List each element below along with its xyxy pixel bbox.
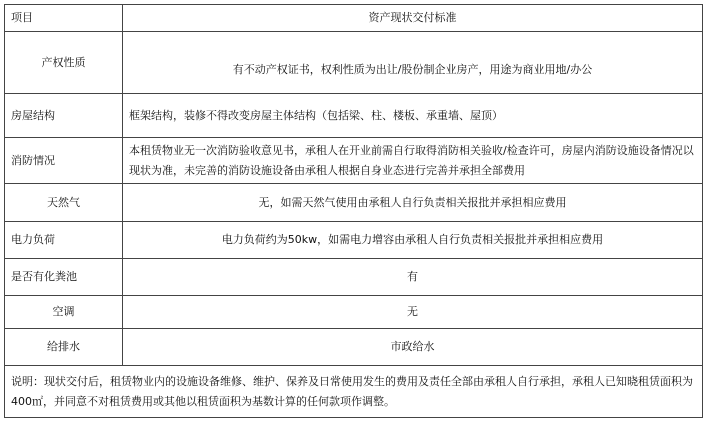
table-note-row	[5, 366, 703, 418]
row-septic-item: 是否有化粪池	[5, 259, 123, 296]
row-ac-item: 空调	[5, 296, 123, 329]
row-fire-standard: 本租赁物业无一次消防验收意见书，承租人在开业前需自行取得消防相关验收/检查许可，房屋内消防设施设备情况以现状为准，未完善的消防设施设备由承租人根据自身业态进行完善并承担全部费用	[123, 138, 703, 184]
table-row	[5, 32, 703, 94]
table-row	[5, 259, 703, 296]
header-item-cell: 项目	[5, 5, 123, 32]
row-structure-standard: 框架结构，装修不得改变房屋主体结构（包括梁、柱、楼板、承重墙、屋顶）	[123, 94, 703, 138]
table-row	[5, 94, 703, 138]
table-header-row	[5, 5, 703, 32]
row-ac-standard: 无	[123, 296, 703, 329]
asset-delivery-standard-table	[4, 4, 703, 418]
row-property-right-item: 产权性质	[5, 32, 123, 94]
row-water-standard: 市政给水	[123, 329, 703, 366]
row-water-item: 给排水	[5, 329, 123, 366]
row-structure-item: 房屋结构	[5, 94, 123, 138]
table-row	[5, 222, 703, 259]
row-power-standard: 电力负荷约为50kw，如需电力增容由承租人自行负责相关报批并承担相应费用	[123, 222, 703, 259]
header-standard-cell: 资产现状交付标准	[123, 5, 703, 32]
table-row	[5, 138, 703, 184]
table-row	[5, 329, 703, 366]
table-row	[5, 296, 703, 329]
row-fire-item: 消防情况	[5, 138, 123, 184]
row-gas-standard: 无，如需天然气使用由承租人自行负责相关报批并承担相应费用	[123, 184, 703, 222]
row-property-right-standard: 有不动产权证书，权利性质为出让/股份制企业房产，用途为商业用地/办公	[123, 32, 703, 94]
table-row	[5, 184, 703, 222]
row-gas-item: 天然气	[5, 184, 123, 222]
row-septic-standard: 有	[123, 259, 703, 296]
row-power-item: 电力负荷	[5, 222, 123, 259]
table-note: 说明：现状交付后，租赁物业内的设施设备维修、维护、保养及日常使用发生的费用及责任全部由承租人自行承担，承租人已知晓租赁面积为400㎡，并同意不对租赁费用或其他以租赁面积为基数计算的任何款项作调整。	[5, 366, 703, 418]
